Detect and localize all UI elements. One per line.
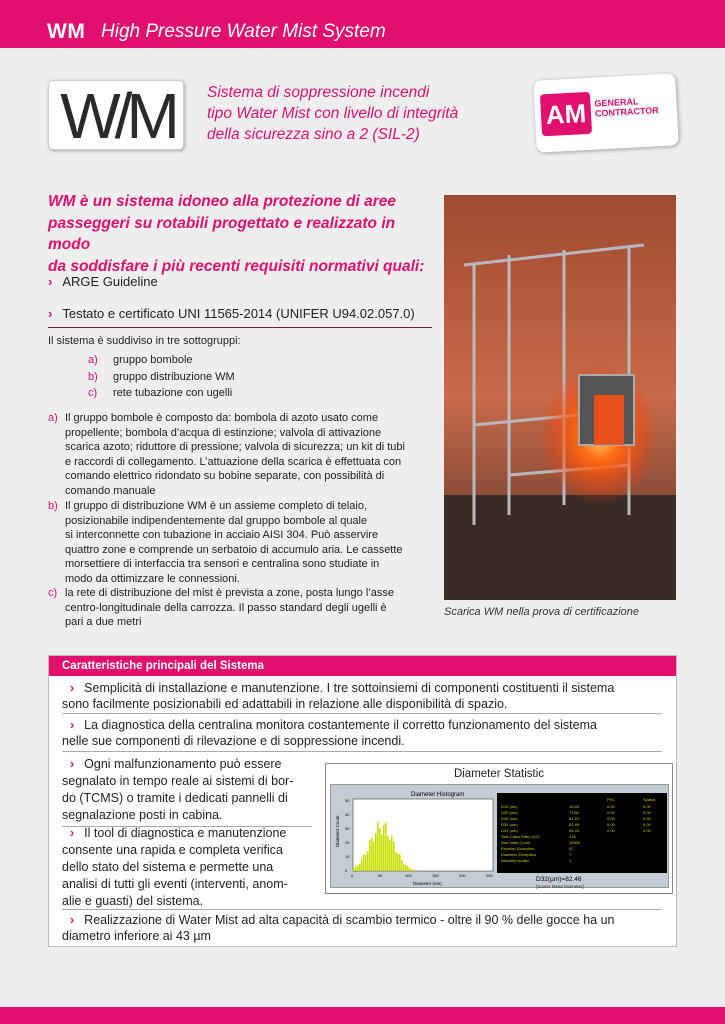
paragraph-letter: b) [48,500,58,512]
paragraph-line: propellente; bombola d’acqua di estinzione; valvola di attivazione [65,426,382,439]
paragraph-line: scarica azoto; riduttore di pressione; valvola di sicurezza; un kit di tubi [65,441,405,453]
characteristic-item [62,680,614,712]
paragraph-line: morsettiere di interfaccia tra sensori e centralina sono studiate in [65,558,380,570]
histogram-y-tick: 30 [345,826,350,831]
lead-line: WM è un sistema idoneo alla protezione di aree [48,193,396,210]
histogram-bar [369,840,371,871]
stat-pvc-value: 0.00 [607,816,615,821]
stat-value: 81.23 [569,816,580,821]
divider [62,713,662,714]
chevron-right-icon: › [48,306,53,321]
list-item [88,385,235,402]
am-logo-line: CONTRACTOR [594,105,660,119]
stat-value: 216 [569,834,576,839]
bullet-text: Testato e certificato UNI 11565-2014 (UNIFER U94.02.057.0) [62,306,415,321]
histogram-y-tick: 40 [345,812,350,817]
histogram-x-tick: 150 [432,873,439,878]
divider [62,909,662,910]
chevron-right-icon: › [70,913,75,927]
am-logo-mark: AM [540,92,592,137]
intro-line: della sicurezza sino a 2 (SIL-2) [207,126,420,143]
list-letter: c) [88,387,98,399]
histogram-bar [373,842,375,871]
divider [48,327,432,328]
characteristic-line: Il tool di diagnostica e manutenzione [84,826,287,840]
histogram-bar [353,868,355,871]
histogram-bar [415,870,417,871]
bullet-text: ARGE Guideline [62,274,158,289]
histogram-bar [387,836,389,871]
stat-label: Size Valid Count [501,840,531,845]
histogram-bar [383,825,385,871]
stat-pvc-value: 0.00 [607,822,615,827]
characteristic-line: analisi di tutti gli eventi (interventi, anom- [62,877,288,891]
stat-label: D20 (um) [501,810,518,815]
stat-spatial-value: 0.00 [643,822,651,827]
stat-label: D32 (um) [501,822,518,827]
wm-logo-graphic [49,81,185,151]
paragraph-line: centro-longitudinale della carrozza. Il passo standard degli ugelli è [65,601,387,614]
photo-caption: Scarica WM nella prova di certificazione [444,606,640,618]
histogram-bar [405,865,407,871]
stat-label: D43 (um) [501,828,518,833]
histogram-bar [377,822,379,871]
stat-pvc-value: 0.00 [607,804,615,809]
stat-label: Size Class Ratio (1/2) [501,834,540,839]
paragraph-line: quattro zone e comprende un serbatoio di accumulo aria. Le cassette [65,543,403,556]
stat-label: Intensity Invalid [501,858,529,863]
stat-value: 57 [569,846,574,851]
list-item [88,352,235,369]
histogram-title: Diameter Histogram [411,792,465,798]
paragraph-line: e raccordi di collegamento. L’attuazione della scarica è effettuata con [65,455,402,468]
diameter-statistic-panel [325,763,673,894]
characteristic-line: sono facilmente posizionabili ed adattabili in relazione alle disponibilità di spazio. [62,697,508,711]
stat-label: D30 (um) [501,816,518,821]
diameter-screenshot-graphic [331,785,670,889]
list-text: gruppo bombole [113,354,193,366]
lead-line: da soddisfare i più recenti requisiti normativi quali: [48,257,425,275]
characteristic-line: diametro inferiore ai 43 µm [62,929,211,943]
histogram-bar [413,870,415,871]
histogram-bar [399,854,401,871]
stat-spatial-value: 0.00 [643,804,651,809]
chevron-right-icon: › [70,718,75,732]
paragraph-b [48,499,433,586]
histogram-bar [375,833,377,871]
stat-value: 71.80 [569,810,580,815]
standard-bullet [48,274,158,289]
histogram-y-tick: 0 [345,868,348,873]
histogram-bar [407,866,409,871]
stat-label: Diameter Exception [501,852,536,857]
paragraph-letter: a) [48,412,58,424]
list-letter: a) [88,354,98,366]
sauter-mean-diameter-note: [Sauter Mean Diameter] [536,884,584,889]
histogram-bar [397,854,399,871]
header-subtitle: High Pressure Water Mist System [101,21,386,42]
paragraph-line: Il gruppo di distribuzione WM è un assieme completo di telaio, [65,500,368,512]
histogram-bar [409,868,411,871]
characteristic-item [62,825,288,910]
characteristic-line: segnalato in tempo reale ai sistemi di bor- [62,774,294,788]
histogram-x-tick: 100 [405,873,412,878]
paragraph-line: Il gruppo bombole è composto da: bombola di azoto usato come [65,412,379,424]
paragraph-line: comando elettrico ridondato su bobine separate, con possibilità di [65,470,385,482]
histogram-x-tick: 50 [378,873,383,878]
characteristic-line: segnalazione posti in cabina. [62,808,223,822]
histogram-y-tick: 50 [345,798,350,803]
diameter-screenshot [330,784,669,888]
stat-label: Envelop Exception [501,846,535,851]
paragraph-line: si interconnette con tubazione in acciaio AISI 304. Può asservire [65,529,379,541]
histogram-bar [401,860,403,871]
characteristic-item [62,912,615,944]
chevron-right-icon: › [70,757,75,771]
characteristic-line: Realizzazione di Water Mist ad alta capacità di scambio termico - oltre il 90 % delle gocce ha un [84,913,615,927]
characteristics-title: Caratteristiche principali del Sistema [49,656,676,676]
paragraph-line: modo da ottimizzare le connessioni. [65,572,240,585]
certification-test-photo [444,195,676,600]
histogram-bar [411,869,413,871]
histogram-y-tick: 10 [345,854,350,859]
divider [62,751,662,752]
paragraph-a [48,411,433,498]
histogram-bar [389,840,391,871]
list-text: rete tubazione con ugelli [113,387,233,399]
characteristic-line: alie e guasti) del sistema. [62,894,204,908]
am-general-contractor-logo [533,73,679,152]
stat-value: 1 [569,858,572,863]
stat-label: D10 (um) [501,804,518,809]
histogram-x-label: Diameter (um) [413,881,442,886]
sauter-mean-diameter: D32(µm)=82.46 [536,876,582,883]
histogram-bar [393,842,395,871]
characteristic-line: nelle sue componenti di rilevazione e di soppressione incendi. [62,734,405,748]
stat-value: 7 [569,852,572,857]
histogram-bar [379,828,381,871]
chevron-right-icon: › [48,274,53,289]
histogram-bar [385,823,387,871]
characteristic-line: Semplicità di installazione e manutenzione. I tre sottoinsiemi di componenti costituenti il sistema [84,681,615,695]
stat-value: 10000 [569,840,581,845]
header-brand: WM [47,20,86,43]
chevron-right-icon: › [70,681,75,695]
wm-logo [48,80,184,150]
stat-pvc-value: 0.00 [607,810,615,815]
am-logo-line: GENERAL [594,96,639,109]
page-footer [0,1007,725,1024]
paragraph-line: comando manuale [65,484,156,497]
histogram-x-tick: 200 [459,873,466,878]
characteristic-item [62,717,597,749]
intro-heading [207,82,507,145]
characteristic-line: do (TCMS) o tramite i dedicati pannelli di [62,791,288,805]
histogram-bar [363,855,365,871]
standard-bullet [48,306,415,321]
lead-paragraph [48,191,428,277]
intro-line: Sistema di soppressione incendi [207,84,430,101]
stats-col-header: Spatial [643,797,656,802]
histogram-bar [395,852,397,871]
histogram-bar [391,836,393,871]
histogram-bar [359,864,361,871]
list-letter: b) [88,370,98,383]
stats-col-header: PVC [607,797,616,802]
am-logo-text [594,94,675,118]
characteristic-line: consente una rapida e completa verifica [62,843,283,857]
histogram-y-label: Diameter Count [335,815,340,847]
paragraph-line: posizionabile indipendentemente dal gruppo bombole al quale [65,514,368,527]
diameter-statistic-title: Diameter Statistic [453,768,545,780]
histogram-bar [367,851,369,871]
characteristic-line: La diagnostica della centralina monitora costantemente il corretto funzionamento del sistema [84,718,597,732]
wm-logo-text: W/M [60,81,174,151]
histogram-bar [371,838,373,871]
characteristic-line: dello stato del sistema e permette una [62,860,274,874]
lead-line: passeggeri su rotabili progettato e realizzato in modo [48,214,396,253]
paragraph-line: la rete di distribuzione del mist è prevista a zone, posta lungo l’asse [65,587,394,599]
subsystems-list [88,352,235,402]
subsystems-intro: Il sistema è suddiviso in tre sottogruppi: [48,335,241,347]
chevron-right-icon: › [70,826,75,840]
histogram-y-tick: 20 [345,840,350,845]
paragraph-line: pari a due metri [65,616,142,628]
histogram-bar [403,864,405,871]
characteristic-line: Ogni malfunzionamento può essere [84,757,282,771]
stat-spatial-value: 0.00 [643,816,651,821]
paragraph-letter: c) [48,587,58,599]
stat-pvc-value: 0.00 [607,828,615,833]
intro-line: tipo Water Mist con livello di integrità [207,105,459,122]
list-item [88,369,235,386]
histogram-bar [361,859,363,871]
histogram-x-tick: 250 [486,873,493,878]
stat-value: 82.46 [569,822,580,827]
characteristic-item [62,756,293,824]
histogram-bar [365,855,367,871]
stat-spatial-value: 0.00 [643,810,651,815]
histogram-bar [381,834,383,871]
histogram-bar [355,866,357,871]
stat-value: 95.33 [569,828,580,833]
paragraph-c [48,586,433,630]
photo-illustration [444,195,676,600]
stat-value: 16.55 [569,804,580,809]
stat-spatial-value: 0.00 [643,828,651,833]
histogram-bar [357,865,359,871]
list-text: gruppo distribuzione WM [113,370,235,383]
histogram-x-tick: 0 [351,873,354,878]
page-header [0,0,725,48]
